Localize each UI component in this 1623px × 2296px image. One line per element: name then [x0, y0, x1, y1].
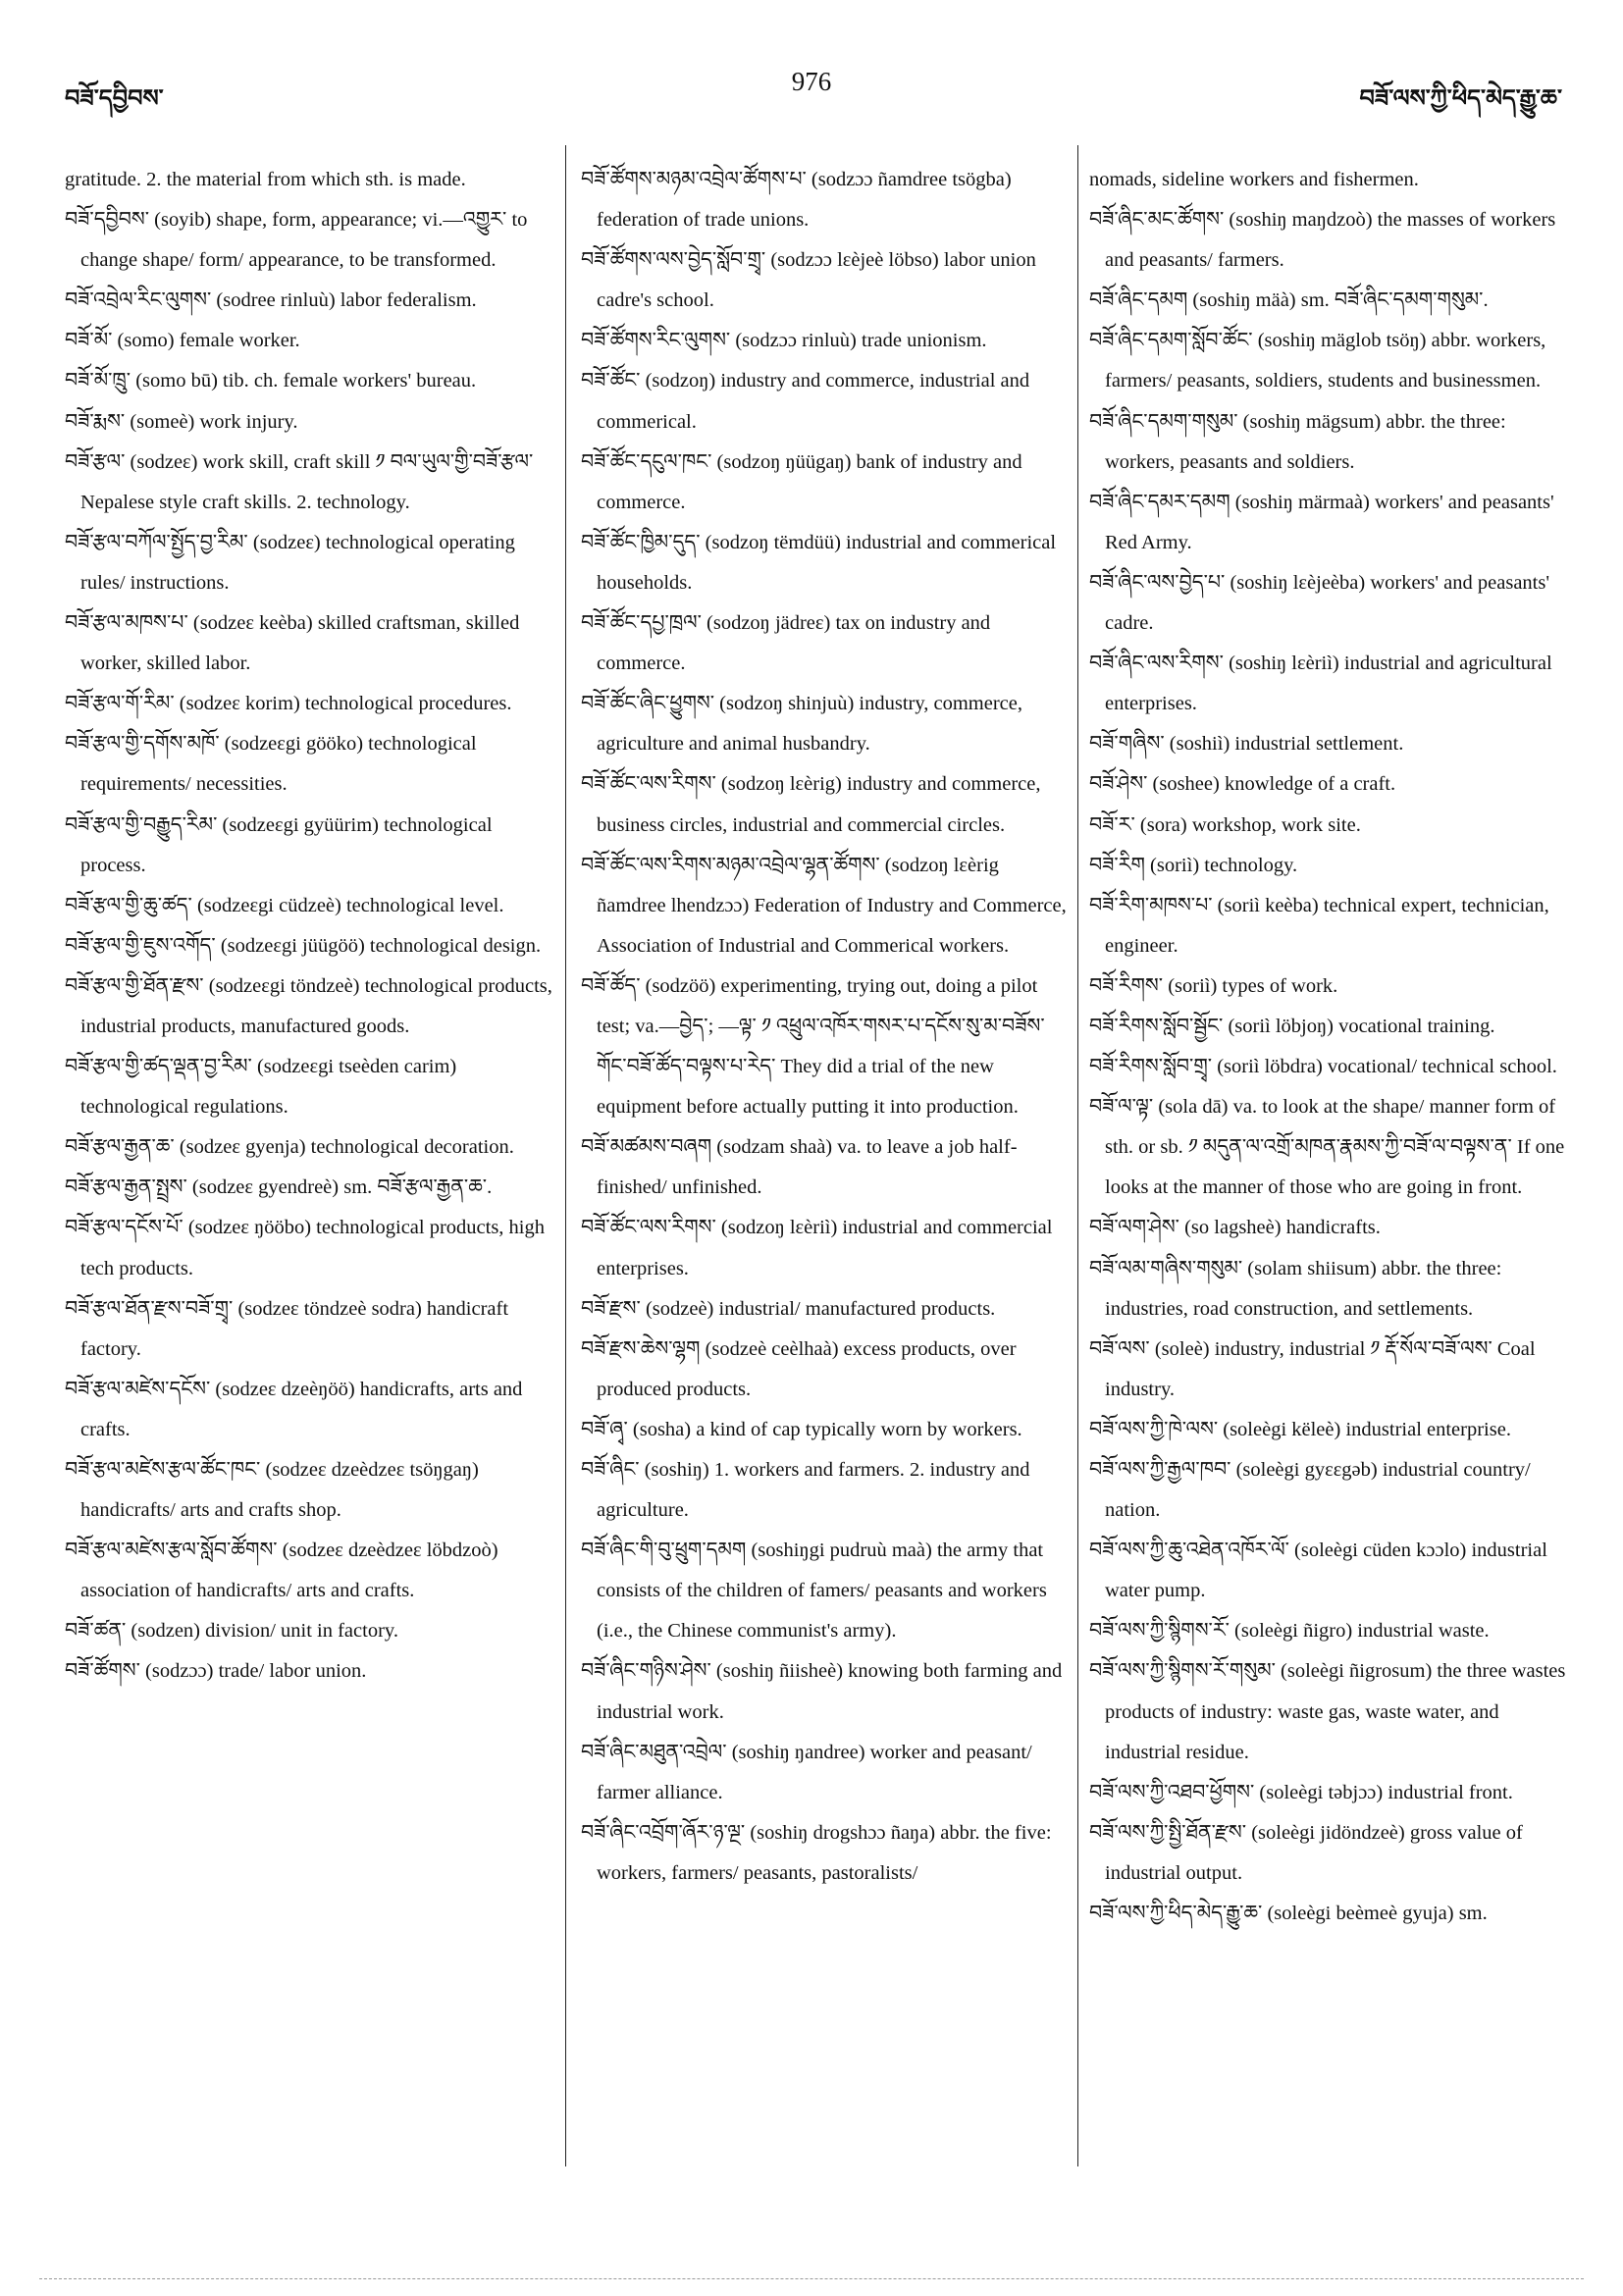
dictionary-entry: བཟོ་རྩལ་རྒྱན་སྤྲས་ (sodzeε gyendreè) sm. བཟོ་རྩལ་རྒྱན་ཆ་.: [65, 1176, 493, 1199]
dictionary-entry: བཟོ་རྩལ་གྱི་ཚད་ལྡན་བྱ་རིམ་ (sodzeεgi tseèden carim) technological regulations.: [65, 1056, 457, 1119]
dictionary-entry: བཟོ་ཚོགས་རིང་ལུགས་ (sodzɔɔ rinluù) trade unionism.: [581, 330, 987, 352]
dictionary-entry: བཟོ་ལས་ཀྱི་འཐབ་ཕྱོགས་ (soleègi təbjɔɔ) industrial front.: [1089, 1781, 1513, 1803]
dictionary-entry: བཟོ་རྩལ་གོ་རིམ་ (sodzeε korim) technological procedures.: [65, 693, 512, 715]
dictionary-entry: བཟོ་ཞིང་ལས་རིགས་ (soshiŋ lεèriì) industrial and agricultural enterprises.: [1089, 652, 1552, 715]
page-number: 976: [791, 67, 832, 96]
dictionary-entry: བཟོ་ལས་ཀྱི་ཆུ་འཐེན་འཁོར་ལོ་ (soleègi cüden kɔɔlo) industrial water pump.: [1089, 1539, 1547, 1602]
dictionary-entry: བཟོ་རིགས་སློབ་སྦྱོང་ (soriì löbjoŋ) vocational training.: [1089, 1015, 1495, 1037]
dictionary-entry: བཟོ་ལག་ཤེས་ (so lagsheè) handicrafts.: [1089, 1217, 1381, 1239]
dictionary-entry: བཟོ་ཚན་ (sodzen) division/ unit in factory.: [65, 1620, 398, 1643]
dictionary-entry: བཟོ་རྩལ་གྱི་ཆུ་ཚད་ (sodzeεgi cüdzeè) technological level.: [65, 894, 504, 916]
dictionary-entry: བཟོ་ཞིང་མང་ཚོགས་ (soshiŋ maŋdzoò) the masses of workers and peasants/ farmers.: [1089, 209, 1556, 272]
column-middle: [581, 160, 1072, 1894]
dictionary-entry: བཟོ་འབྲེལ་རིང་ལུགས་ (sodree rinluù) labor federalism.: [65, 289, 477, 312]
dictionary-entry: བཟོ་ལས་ཀྱི་སྤྱི་ཐོན་རྫས་ (soleègi jidöndzeè) gross value of industrial output.: [1089, 1821, 1523, 1884]
dictionary-entry: བཟོ་རྩལ་ (sodzeε) work skill, craft skill ༡ བལ་ཡུལ་གྱི་བཟོ་རྩལ་ Nepalese style craft skills. 2. technology.: [65, 450, 534, 513]
running-head-left: བཟོ་དབྱིབས་: [65, 86, 164, 112]
dictionary-entry: བཟོ་ཞིང་དམར་དམག (soshiŋ märmaà) workers' and peasants' Red Army.: [1089, 491, 1554, 553]
dictionary-entry: བཟོ་ལམ་གཞིས་གསུམ་ (solam shiisum) abbr. the three: industries, road construction, and settlements.: [1089, 1257, 1502, 1320]
dictionary-entry: བཟོ་རྩལ་གྱི་ཐོན་རྫས་ (sodzeεgi töndzeè) technological products, industrial products, manufactured goods.: [65, 974, 552, 1037]
dictionary-entry: བཟོ་ཞིང་གཉིས་ཤེས་ (soshiŋ ñiisheè) knowing both farming and industrial work.: [581, 1660, 1063, 1723]
dictionary-entry: བཟོ་རྩལ་རྒྱན་ཆ་ (sodzeε gyenja) technological decoration.: [65, 1136, 514, 1159]
running-head-right: བཟོ་ལས་ཀྱི་ཕིད་མེད་རྒྱུ་ཆ་: [1359, 86, 1562, 112]
dictionary-entry: བཟོ་ཚོང་ཁྱིམ་དུད་ (sodzoŋ tëmdüü) industrial and commerical households.: [581, 531, 1057, 594]
dictionary-entry: བཟོ་ཞིང་གི་བུ་ཕྲུག་དམག (soshiŋgi pudruù maà) the army that consists of the children of famers/ peasants and workers (i.e., the Chinese communist's army).: [581, 1539, 1047, 1643]
dictionary-entry: བཟོ་མཚམས་བཞག (sodzam shaà) va. to leave a job half-finished/ unfinished.: [581, 1136, 1018, 1199]
dictionary-entry: བཟོ་ཚོང་ཞིང་ཕྱུགས་ (sodzoŋ shinjuù) industry, commerce, agriculture and animal husbandry.: [581, 693, 1023, 756]
dictionary-entry: བཟོ་རྩལ་གྱི་དགོས་མཁོ་ (sodzeεgi gööko) technological requirements/ necessities.: [65, 733, 477, 796]
dictionary-entry: བཟོ་ཚོགས་ལས་བྱེད་སློབ་གྲྭ་ (sodzɔɔ lεèjeè löbso) labor union cadre's school.: [581, 249, 1036, 312]
dictionary-entry: བཟོ་ལ་ལྟ་ (sola dā) va. to look at the shape/ manner form of sth. or sb. ༡ མདུན་ལ་འགྲོ་མཁན་རྣམས་ཀྱི་བཟོ་ལ་བལྟས་ན་ If one looks at the manner of those who are going in front.: [1089, 1096, 1565, 1199]
dictionary-entry: བཟོ་མོ་ཁྲུ་ (somo bū) tib. ch. female workers' bureau.: [65, 370, 477, 392]
dictionary-entry: བཟོ་ར་ (sora) workshop, work site.: [1089, 813, 1361, 836]
dictionary-entry: བཟོ་རིག་མཁས་པ་ (soriì keèba) technical expert, technician, engineer.: [1089, 894, 1549, 957]
dictionary-entry: བཟོ་རྨས་ (someè) work injury.: [65, 410, 298, 433]
dictionary-entry: བཟོ་རྫས་ཆེས་ལྷག (sodzeè ceèlhaà) excess products, over produced products.: [581, 1337, 1017, 1400]
dictionary-entry: བཟོ་ཞིང་དམག་གསུམ་ (soshiŋ mägsum) abbr. the three: workers, peasants and soldiers.: [1089, 410, 1506, 473]
dictionary-entry: བཟོ་རྩལ་མཛེས་དངོས་ (sodzeε dzeèŋöö) handicrafts, arts and crafts.: [65, 1378, 523, 1440]
dictionary-entry: བཟོ་མོ་ (somo) female worker.: [65, 330, 300, 352]
dictionary-entry: བཟོ་རྫས་ (sodzeè) industrial/ manufactured products.: [581, 1297, 996, 1320]
dictionary-entry: བཟོ་རྩལ་ཐོན་རྫས་བཟོ་གྲྭ་ (sodzeε töndzeè sodra) handicraft factory.: [65, 1297, 509, 1360]
dictionary-entry: བཟོ་ལས་ཀྱི་ཁེ་ལས་ (soleègi këleè) industrial enterprise.: [1089, 1418, 1511, 1440]
column-divider: [1077, 145, 1078, 2166]
dictionary-entry: བཟོ་རྩལ་མཁས་པ་ (sodzeε keèba) skilled craftsman, skilled worker, skilled labor.: [65, 612, 520, 675]
dictionary-entry: བཟོ་ལས་ (soleè) industry, industrial ༡ རྡོ་སོལ་བཟོ་ལས་ Coal industry.: [1089, 1337, 1536, 1400]
dictionary-entry: བཟོ་ཚོགས་མཉམ་འབྲེལ་ཚོགས་པ་ (sodzɔɔ ñamdree tsögba) federation of trade unions.: [581, 169, 1012, 232]
column-left: [65, 160, 555, 1693]
dictionary-entry: བཟོ་ཞིང་འབྲོག་ཞོར་ཉ་ལྔ་ (soshiŋ drogshɔɔ ñaŋa) abbr. the five: workers, farmers/ peasants, pastoralists/: [581, 1821, 1052, 1884]
dictionary-entry: བཟོ་ཚོང་ལས་རིགས་མཉམ་འབྲེལ་ལྷན་ཚོགས་ (sodzoŋ lεèrig ñamdree lhendzɔɔ) Federation of Industry and Commerce, Association of Industrial and Commerical workers.: [581, 854, 1067, 957]
dictionary-entry: བཟོ་རྩལ་གྱི་བརྒྱུད་རིམ་ (sodzeεgi gyüürim) technological process.: [65, 813, 493, 876]
dictionary-entry: བཟོ་ཞིང་ (soshiŋ) 1. workers and farmers. 2. industry and agriculture.: [581, 1459, 1030, 1522]
dictionary-entry: བཟོ་རིགས་སློབ་གྲྭ་ (soriì löbdra) vocational/ technical school.: [1089, 1056, 1557, 1078]
dictionary-entry: བཟོ་ཤེས་ (soshee) knowledge of a craft.: [1089, 773, 1396, 796]
dictionary-entry: བཟོ་ཞིང་དམག་སློབ་ཚོང་ (soshiŋ mäglob tsöŋ) abbr. workers, farmers/ peasants, soldiers, students and businessmen.: [1089, 330, 1546, 392]
dictionary-entry: gratitude. 2. the material from which sth. is made.: [65, 169, 466, 190]
dictionary-entry: བཟོ་ཞྭ་ (sosha) a kind of cap typically worn by workers.: [581, 1418, 1022, 1440]
dictionary-entry: བཟོ་ཚོད་ (sodzöö) experimenting, trying out, doing a pilot test; va.—བྱེད་; —ལྟ་ ༡ འཕྲུལ་འཁོར་གསར་པ་དངོས་སུ་མ་བཟོས་གོང་བཟོ་ཚོད་བལྟས་པ་རེད་ They did a trial of the new equipment before actually putting it into production.: [581, 974, 1045, 1119]
scan-edge: [39, 2278, 1584, 2279]
column-divider: [565, 145, 566, 2166]
dictionary-entry: བཟོ་གཞིས་ (soshiì) industrial settlement.: [1089, 733, 1404, 756]
dictionary-entry: བཟོ་རིགས་ (soriì) types of work.: [1089, 974, 1338, 997]
dictionary-entry: བཟོ་ལས་ཀྱི་སྙིགས་རོ་གསུམ་ (soleègi ñigrosum) the three wastes products of industry: waste gas, waste water, and industrial residue.: [1089, 1660, 1566, 1763]
dictionary-entry: བཟོ་རྩལ་བཀོལ་སྤྱོད་བྱ་རིམ་ (sodzeε) technological operating rules/ instructions.: [65, 531, 515, 594]
dictionary-entry: བཟོ་ཚོང་ལས་རིགས་ (sodzoŋ lεèriì) industrial and commercial enterprises.: [581, 1217, 1053, 1279]
dictionary-entry: བཟོ་ལས་ཀྱི་རྒྱལ་ཁབ་ (soleègi gyεεgəb) industrial country/ nation.: [1089, 1459, 1531, 1522]
dictionary-entry: བཟོ་ལས་ཀྱི་ཕིད་མེད་རྒྱུ་ཆ་ (soleègi beèmeè gyuja) sm.: [1089, 1903, 1488, 1925]
dictionary-entry: བཟོ་རྩལ་མཛེས་རྩལ་ཚོང་ཁང་ (sodzeε dzeèdzeε tsöŋgaŋ) handicrafts/ arts and crafts shop.: [65, 1459, 479, 1522]
dictionary-entry: བཟོ་ཞིང་དམག (soshiŋ mäà) sm. བཟོ་ཞིང་དམག་གསུམ་.: [1089, 289, 1489, 312]
dictionary-entry: བཟོ་རྩལ་མཛེས་རྩལ་སློབ་ཚོགས་ (sodzeε dzeèdzeε löbdzoò) association of handicrafts/ arts and crafts.: [65, 1539, 498, 1602]
dictionary-entry: བཟོ་ཞིང་ལས་བྱེད་པ་ (soshiŋ lεèjeèba) workers' and peasants' cadre.: [1089, 571, 1550, 635]
dictionary-entry: བཟོ་དབྱིབས་ (soyib) shape, form, appearance; vi.—འགྱུར་ to change shape/ form/ appearance, to be transformed.: [65, 209, 528, 272]
dictionary-entry: བཟོ་ཚོང་དཔྱ་ཁྲལ་ (sodzoŋ jädreε) tax on industry and commerce.: [581, 612, 991, 675]
column-right: [1089, 160, 1578, 1934]
dictionary-entry: བཟོ་ཚོགས་ (sodzɔɔ) trade/ labor union.: [65, 1660, 367, 1683]
dictionary-entry: བཟོ་རྩལ་དངོས་པོ་ (sodzeε ŋööbo) technological products, high tech products.: [65, 1217, 546, 1279]
dictionary-entry: བཟོ་རྩལ་གྱི་ཇུས་འགོད་ (sodzeεgi jüügöö) technological design.: [65, 934, 542, 957]
dictionary-entry: བཟོ་ལས་ཀྱི་སྙིགས་རོ་ (soleègi ñigro) industrial waste.: [1089, 1620, 1490, 1643]
dictionary-entry: nomads, sideline workers and fishermen.: [1089, 169, 1419, 190]
dictionary-entry: བཟོ་ཚོང་དངུལ་ཁང་ (sodzoŋ ŋüügaŋ) bank of industry and commerce.: [581, 450, 1022, 513]
dictionary-entry: བཟོ་ཚོང་ལས་རིགས་ (sodzoŋ lεèrig) industry and commerce, business circles, industrial and commercial circles.: [581, 773, 1041, 836]
dictionary-entry: བཟོ་ཞིང་མཐུན་འབྲེལ་ (soshiŋ ŋandree) worker and peasant/ farmer alliance.: [581, 1741, 1032, 1803]
dictionary-entry: བཟོ་ཚོང་ (sodzoŋ) industry and commerce, industrial and commerical.: [581, 370, 1030, 433]
dictionary-entry: བཟོ་རིག (soriì) technology.: [1089, 854, 1298, 876]
